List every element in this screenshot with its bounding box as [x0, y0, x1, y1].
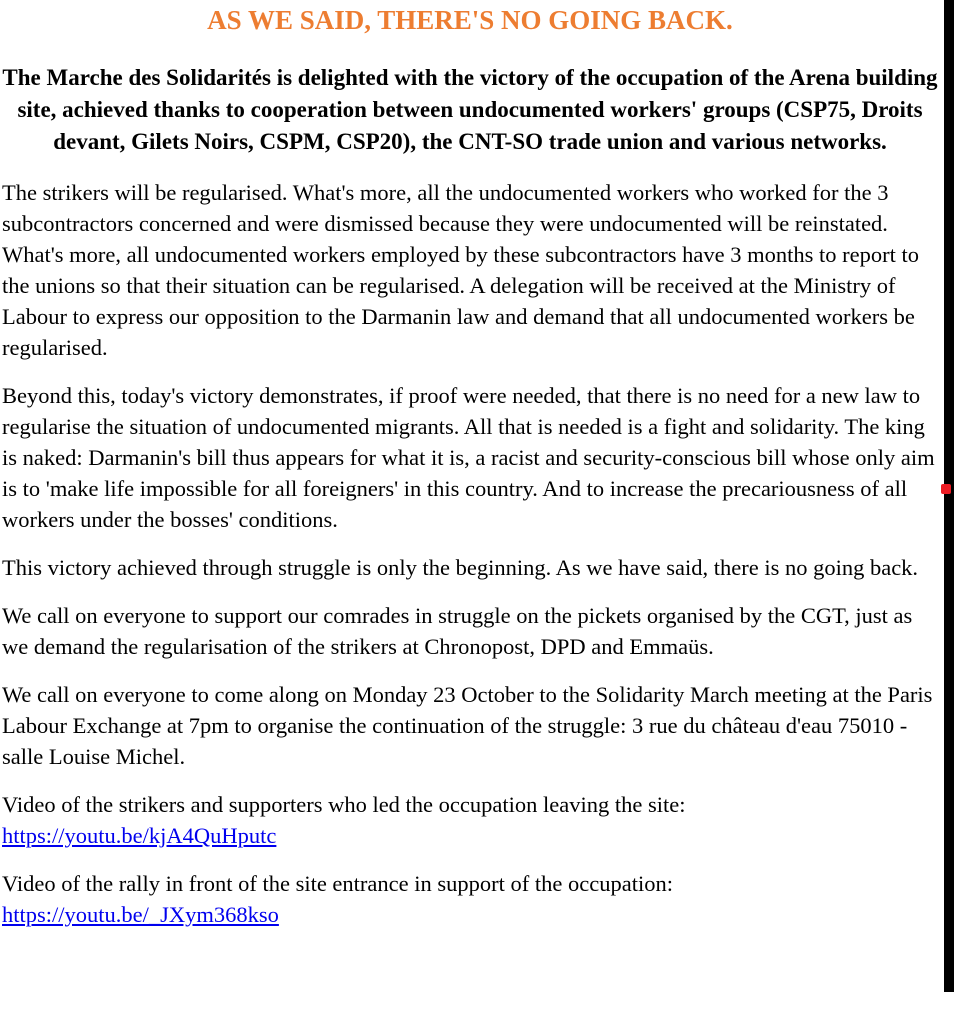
body-paragraph-beyond: Beyond this, today's victory demonstrates, if proof were needed, that there is no need for a new law to regularise the situation of undocumented migrants. All that is needed is a fight and solidarity. The king is naked: Darmanin's bill thus appears for what it is, a racist and security-conscious bill whose only aim is to 'make life impossible for all foreigners' in this country. And to increase the precariousness of all workers under the bosses' conditions.: [2, 383, 935, 532]
video-section-rally: [2, 868, 938, 930]
intro-paragraph: The Marche des Solidarités is delighted with the victory of the occupation of the Arena building site, achieved thanks to cooperation between undocumented workers' groups (CSP75, Droits devant, Gilets Noirs, CSPM, CSP20), the CNT-SO trade union and various networks.: [2, 65, 938, 154]
video-link-rally[interactable]: https://youtu.be/_JXym368kso: [2, 902, 279, 927]
right-edge-bar: [944, 0, 954, 992]
video-link-strikers[interactable]: https://youtu.be/kjA4QuHputc: [2, 823, 277, 848]
video-label: Video of the rally in front of the site entrance in support of the occupation:: [2, 871, 673, 896]
video-section-strikers: [2, 789, 938, 851]
red-scroll-marker: [941, 484, 951, 494]
body-paragraph-meeting-call: We call on everyone to come along on Monday 23 October to the Solidarity March meeting at the Paris Labour Exchange at 7pm to organise the continuation of the struggle: 3 rue du château d'eau 75010 - salle Louise Michel.: [2, 682, 933, 769]
body-paragraph-strikers: The strikers will be regularised. What's more, all the undocumented workers who worked for the 3 subcontractors concerned and were dismissed because they were undocumented will be reinstated. What's more, all undocumented workers employed by these subcontractors have 3 months to report to the unions so that their situation can be regularised. A delegation will be received at the Ministry of Labour to express our opposition to the Darmanin law and demand that all undocumented workers be regularised.: [2, 180, 919, 360]
body-paragraph-victory: This victory achieved through struggle is only the beginning. As we have said, there is no going back.: [2, 555, 919, 580]
body-paragraph-support-call: We call on everyone to support our comrades in struggle on the pickets organised by the CGT, just as we demand the regularisation of the strikers at Chronopost, DPD and Emmaüs.: [2, 603, 913, 659]
page-title: AS WE SAID, THERE'S NO GOING BACK.: [207, 5, 733, 35]
video-label: Video of the strikers and supporters who led the occupation leaving the site:: [2, 792, 686, 817]
